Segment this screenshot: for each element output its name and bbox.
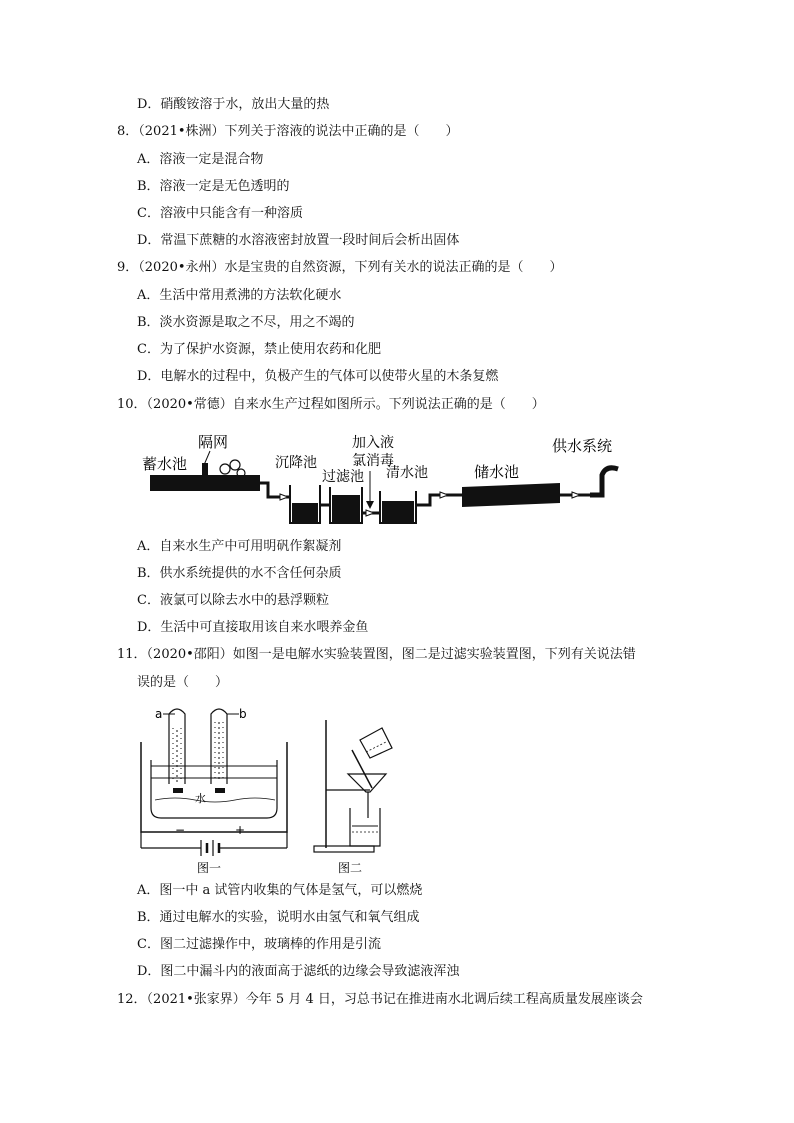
label-screen: 隔网: [198, 433, 229, 451]
q8-option-a: A．溶液一定是混合物: [137, 152, 264, 167]
q10-option-c: C．液氯可以除去水中的悬浮颗粒: [137, 593, 329, 608]
water-treatment-diagram: [140, 425, 630, 530]
label-chlorine-1: 加入液: [352, 435, 394, 451]
question-11-continued: 误的是（ ）: [137, 675, 229, 690]
screen-post: [202, 463, 208, 477]
q9-option-c: C．为了保护水资源，禁止使用农药和化肥: [137, 342, 381, 357]
q9-option-d: D．电解水的过程中，负极产生的气体可以使带火星的木条复燃: [137, 369, 499, 384]
q11-option-a: A．图一中 a 试管内收集的气体是氢气，可以燃烧: [137, 883, 423, 898]
caption-figure-1: 图一: [197, 861, 222, 875]
q11-option-b: B．通过电解水的实验，说明水由氢气和氧气组成: [137, 910, 420, 925]
label-minus: −: [175, 823, 186, 837]
electrolysis-diagram: [135, 700, 295, 875]
reservoir-tank: [150, 475, 260, 491]
q10-option-d: D．生活中可直接取用该自来水喂养金鱼: [137, 620, 369, 635]
label-b: b: [239, 707, 247, 721]
q9-option-a: A．生活中常用煮沸的方法软化硬水: [137, 288, 342, 303]
label-a: a: [155, 707, 163, 721]
label-water: 水: [195, 792, 206, 805]
q11-option-c: C．图二过滤操作中，玻璃棒的作用是引流: [137, 937, 381, 952]
label-sedimentation: 沉降池: [275, 455, 317, 471]
question-11: 11．（2020•邵阳）如图一是电解水实验装置图，图二是过滤实验装置图，下列有关说法错: [117, 647, 636, 662]
q10-option-a: A．自来水生产中可用明矾作絮凝剂: [137, 539, 342, 554]
q8-option-b: B．溶液一定是无色透明的: [137, 179, 290, 194]
label-storage: 储水池: [474, 463, 520, 481]
q7-option-d: D．硝酸铵溶于水，放出大量的热: [137, 97, 330, 112]
label-chlorine-2: 氯消毒: [352, 453, 394, 469]
label-filter: 过滤池: [322, 469, 364, 485]
question-12: 12．（2021•张家界）今年 5 月 4 日，习总书记在推进南水北调后续工程高质量发展座谈会: [117, 992, 643, 1007]
label-plus: +: [235, 823, 246, 837]
caption-figure-2: 图二: [338, 861, 363, 875]
filtration-diagram: [310, 700, 400, 875]
storage-tank: [462, 483, 560, 507]
question-10: 10．（2020•常德）自来水生产过程如图所示。下列说法正确的是（ ）: [117, 397, 545, 412]
question-9: 9．（2020•永州）水是宝贵的自然资源，下列有关水的说法正确的是（ ）: [117, 260, 563, 275]
label-supply: 供水系统: [552, 437, 613, 455]
label-reservoir: 蓄水池: [142, 455, 188, 473]
label-clear-water: 清水池: [386, 465, 428, 481]
question-8: 8．（2021•株洲）下列关于溶液的说法中正确的是（ ）: [117, 124, 459, 139]
q8-option-c: C．溶液中只能含有一种溶质: [137, 206, 303, 221]
q11-option-d: D．图二中漏斗内的液面高于滤纸的边缘会导致滤液浑浊: [137, 964, 460, 979]
q10-option-b: B．供水系统提供的水不含任何杂质: [137, 566, 342, 581]
q8-option-d: D．常温下蔗糖的水溶液密封放置一段时间后会析出固体: [137, 233, 460, 248]
q9-option-b: B．淡水资源是取之不尽，用之不竭的: [137, 315, 355, 330]
